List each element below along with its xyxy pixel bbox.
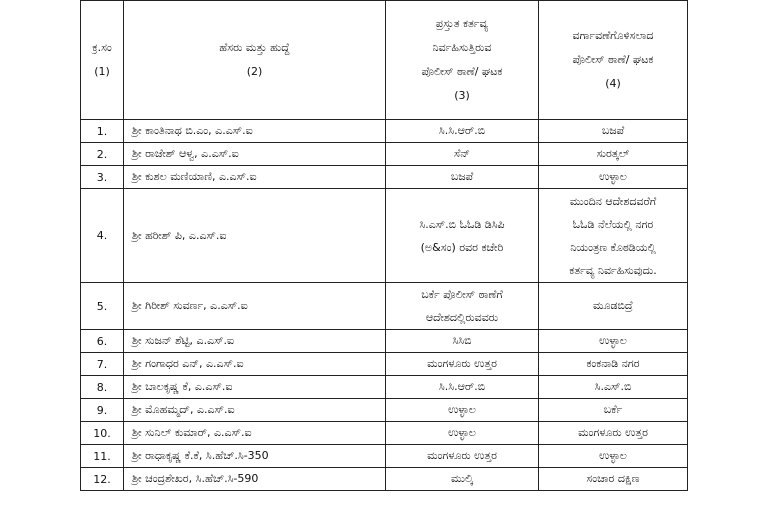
serial-cell: 4. — [81, 189, 124, 283]
name-cell: ಶ್ರೀ ಗಿರೀಶ್ ಸುವರ್ಣ, ಎ.ಎಸ್.ಐ — [124, 283, 386, 330]
current-station-line: ಆದೇಶದಲ್ಲಿರುವವರು — [425, 311, 499, 324]
current-station-cell — [386, 189, 539, 283]
current-station-cell: ಬಜಪೆ — [386, 166, 539, 189]
table-header-row — [81, 1, 688, 120]
name-cell: ಶ್ರೀ ಮೊಹಮ್ಮದ್, ಎ.ಎಸ್.ಐ — [124, 399, 386, 422]
transferred-station-cell: ಉಳ್ಳಾಲ — [539, 166, 688, 189]
transferred-station-cell: ಸುರತ್ಕಲ್ — [539, 143, 688, 166]
name-cell: ಶ್ರೀ ಹರೀಶ್ ಪಿ, ಎ.ಎಸ್.ಐ — [124, 189, 386, 283]
table-row — [81, 283, 688, 330]
serial-cell: 8. — [81, 376, 124, 399]
transferred-station-line: ನಿಯಂತ್ರಣ ಕೊಠಡಿಯಲ್ಲಿ — [570, 240, 656, 254]
table-row — [81, 353, 688, 376]
serial-cell: 2. — [81, 143, 124, 166]
transferred-station-cell: ಬರ್ಕೆ — [539, 399, 688, 422]
name-cell: ಶ್ರೀ ಚಂದ್ರಶೇಖರ, ಸಿ.ಹೆಚ್.ಸಿ-590 — [124, 468, 386, 491]
transferred-station-cell — [539, 189, 688, 283]
current-station-line: ಬರ್ಕೆ ಪೊಲೀಸ್ ಠಾಣೆಗೆ — [421, 288, 503, 301]
header-current-number: (3) — [454, 89, 470, 102]
header-current-station — [386, 1, 539, 120]
table-row — [81, 120, 688, 143]
name-cell: ಶ್ರೀ ರಾಜೇಶ್ ಆಳ್ವ, ಎ.ಎಸ್.ಐ — [124, 143, 386, 166]
header-current-line: ಪೊಲೀಸ್ ಠಾಣೆ/ ಘಟಕ — [421, 65, 503, 78]
header-transferred-number: (4) — [605, 77, 621, 90]
transferred-station-line: ಕರ್ತವ್ಯ ನಿರ್ವಹಿಸುವುದು. — [569, 263, 657, 277]
header-transferred-line: ಪೊಲೀಸ್ ಠಾಣೆ/ ಘಟಕ — [572, 53, 654, 66]
table-row — [81, 422, 688, 445]
serial-cell: 3. — [81, 166, 124, 189]
table-row — [81, 189, 688, 283]
current-station-line: ಸಿ.ಎಸ್.ಬಿ ಓಓಡಿ ಡಿಸಿಪಿ — [419, 217, 505, 231]
transfer-table — [80, 0, 688, 491]
current-station-cell: ಸಿ.ಸಿ.ಆರ್.ಬಿ — [386, 376, 539, 399]
header-transferred-line: ವರ್ಗಾವಣೆಗೊಳಿಸಲಾದ — [572, 29, 654, 42]
table-row — [81, 445, 688, 468]
name-cell: ಶ್ರೀ ರಾಧಾಕೃಷ್ಣ ಕೆ.ಕೆ, ಸಿ.ಹೆಚ್.ಸಿ-350 — [124, 445, 386, 468]
transferred-station-cell: ಉಳ್ಳಾಲ — [539, 445, 688, 468]
header-serial — [81, 1, 124, 120]
header-name-title: ಹೆಸರು ಮತ್ತು ಹುದ್ದೆ — [219, 41, 290, 54]
serial-cell: 10. — [81, 422, 124, 445]
transferred-station-cell: ಬಜಪೆ — [539, 120, 688, 143]
current-station-cell: ಸೆನ್ — [386, 143, 539, 166]
current-station-cell: ಸಿಸಿಬಿ — [386, 330, 539, 353]
table-row — [81, 166, 688, 189]
transferred-station-line: ಮುಂದಿನ ಆದೇಶದವರೆಗೆ — [569, 194, 657, 208]
current-station-cell: ಮಂಗಳೂರು ಉತ್ತರ — [386, 445, 539, 468]
name-cell: ಶ್ರೀ ಸುನಿಲ್ ಕುಮಾರ್, ಎ.ಎಸ್.ಐ — [124, 422, 386, 445]
serial-cell: 5. — [81, 283, 124, 330]
transferred-station-line: ಓಓಡಿ ನೆಲೆಯಲ್ಲಿ ನಗರ — [572, 217, 654, 231]
serial-cell: 1. — [81, 120, 124, 143]
transferred-station-cell: ಸಂಚಾರ ದಕ್ಷಿಣ — [539, 468, 688, 491]
serial-cell: 11. — [81, 445, 124, 468]
transferred-station-cell: ಸಿ.ಎಸ್.ಬಿ — [539, 376, 688, 399]
current-station-cell: ಮುಲ್ಕಿ — [386, 468, 539, 491]
table-row — [81, 376, 688, 399]
current-station-cell: ಉಳ್ಳಾಲ — [386, 399, 539, 422]
current-station-line: (ಅ&ಸಂ) ರವರ ಕಚೇರಿ — [420, 240, 504, 254]
current-station-cell: ಉಳ್ಳಾಲ — [386, 422, 539, 445]
serial-cell: 12. — [81, 468, 124, 491]
current-station-cell: ಮಂಗಳೂರು ಉತ್ತರ — [386, 353, 539, 376]
serial-cell: 6. — [81, 330, 124, 353]
header-name-number: (2) — [246, 65, 263, 78]
serial-cell: 7. — [81, 353, 124, 376]
header-serial-title: ಕ್ರ.ಸಂ — [92, 41, 112, 54]
table-row — [81, 330, 688, 353]
header-transferred-station — [539, 1, 688, 120]
transferred-station-cell: ಮಂಗಳೂರು ಉತ್ತರ — [539, 422, 688, 445]
current-station-cell: ಸಿ.ಸಿ.ಆರ್.ಬಿ — [386, 120, 539, 143]
name-cell: ಶ್ರೀ ಕುಶಲ ಮಣಿಯಾಣಿ, ಎ.ಎಸ್.ಐ — [124, 166, 386, 189]
header-current-line: ಪ್ರಸ್ತುತ ಕರ್ತವ್ಯ — [435, 17, 489, 30]
transferred-station-cell: ಉಳ್ಳಾಲ — [539, 330, 688, 353]
name-cell: ಶ್ರೀ ಬಾಲಕೃಷ್ಣ ಕೆ, ಎ.ಎಸ್.ಐ — [124, 376, 386, 399]
header-name — [124, 1, 386, 120]
serial-cell: 9. — [81, 399, 124, 422]
name-cell: ಶ್ರೀ ಕಾಂತಿನಾಥ ಬಿ.ಎಂ, ಎ.ಎಸ್.ಐ — [124, 120, 386, 143]
header-current-line: ನಿರ್ವಹಿಸುತ್ತಿರುವ — [432, 41, 492, 54]
transferred-station-cell: ಕಂಕನಾಡಿ ನಗರ — [539, 353, 688, 376]
table-row — [81, 143, 688, 166]
header-serial-number: (1) — [94, 65, 110, 78]
table-row — [81, 468, 688, 491]
name-cell: ಶ್ರೀ ಗಂಗಾಧರ ಎನ್, ಎ.ಎಸ್.ಐ — [124, 353, 386, 376]
current-station-cell — [386, 283, 539, 330]
name-cell: ಶ್ರೀ ಸುಜನ್ ಶೆಟ್ಟಿ, ಎ.ಎಸ್.ಐ — [124, 330, 386, 353]
transferred-station-cell: ಮೂಡಬಿದ್ರೆ — [539, 283, 688, 330]
table-row — [81, 399, 688, 422]
